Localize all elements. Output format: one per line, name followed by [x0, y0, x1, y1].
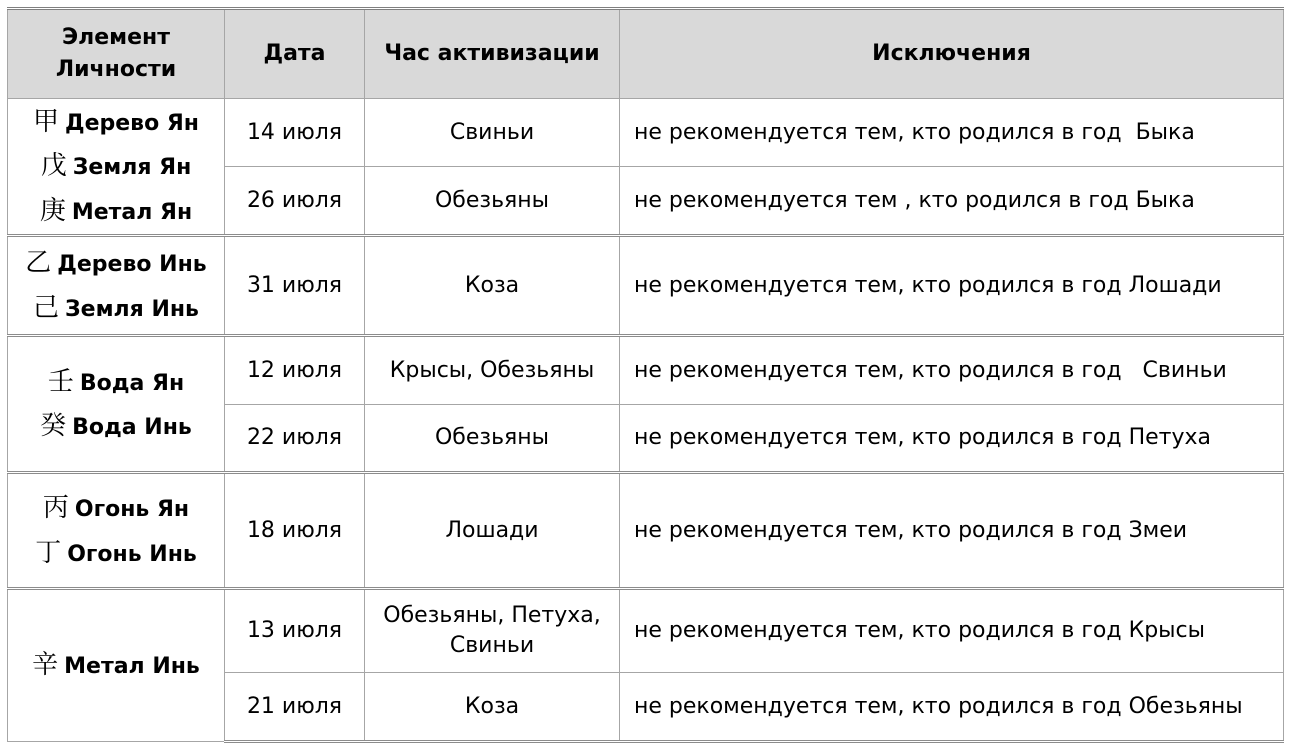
element-name: Вода Ян	[79, 370, 185, 396]
hour-cell: Коза	[365, 673, 620, 742]
hanzi-glyph: 庚	[39, 195, 66, 226]
element-cell	[8, 236, 225, 336]
hanzi-glyph: 乙	[25, 248, 52, 279]
element-line	[8, 404, 224, 448]
element-line	[8, 189, 224, 233]
element-name: Метал Ян	[71, 199, 193, 225]
element-line	[8, 286, 224, 330]
table-row	[8, 589, 1284, 673]
date-cell: 18 июля	[225, 473, 365, 589]
element-name: Огонь Инь	[67, 541, 197, 567]
element-name: Огонь Ян	[74, 497, 190, 523]
element-line	[8, 100, 224, 144]
element-cell	[8, 589, 225, 742]
element-name: Земля Инь	[65, 296, 199, 322]
hanzi-glyph: 甲	[32, 107, 59, 138]
table-header-row	[8, 9, 1284, 99]
element-line	[8, 144, 224, 188]
element-name: Дерево Ян	[64, 111, 200, 137]
element-line	[8, 360, 224, 404]
date-cell: 21 июля	[225, 673, 365, 742]
hanzi-glyph: 丁	[35, 537, 62, 568]
exception-cell: не рекомендуется тем, кто родился в год Крысы	[620, 589, 1284, 673]
element-name: Земля Ян	[72, 155, 192, 181]
table-row	[8, 336, 1284, 405]
hanzi-glyph: 丙	[42, 493, 69, 524]
element-line	[8, 241, 224, 285]
header-exceptions: Исключения	[620, 9, 1284, 99]
hour-cell: Лошади	[365, 473, 620, 589]
exception-cell: не рекомендуется тем, кто родился в год Лошади	[620, 236, 1284, 336]
date-cell: 13 июля	[225, 589, 365, 673]
exception-cell: не рекомендуется тем, кто родился в год Свиньи	[620, 336, 1284, 405]
element-line	[8, 486, 224, 530]
header-date: Дата	[225, 9, 365, 99]
date-cell: 31 июля	[225, 236, 365, 336]
date-cell: 22 июля	[225, 405, 365, 473]
element-line	[8, 531, 224, 575]
hour-cell: Обезьяны	[365, 405, 620, 473]
exception-cell: не рекомендуется тем, кто родился в год Быка	[620, 99, 1284, 167]
table-row	[8, 99, 1284, 167]
date-cell: 12 июля	[225, 336, 365, 405]
element-cell	[8, 473, 225, 589]
header-hour: Час активизации	[365, 9, 620, 99]
hour-cell: Коза	[365, 236, 620, 336]
hanzi-glyph: 辛	[32, 650, 59, 681]
element-name: Дерево Инь	[57, 252, 207, 278]
hanzi-glyph: 戊	[40, 151, 67, 182]
date-cell: 14 июля	[225, 99, 365, 167]
hour-cell: Крысы, Обезьяны	[365, 336, 620, 405]
hanzi-glyph: 己	[33, 292, 60, 323]
exception-cell: не рекомендуется тем, кто родился в год Змеи	[620, 473, 1284, 589]
hanzi-glyph: 壬	[47, 366, 74, 397]
hour-cell: Свиньи	[365, 99, 620, 167]
exception-cell: не рекомендуется тем, кто родился в год Петуха	[620, 405, 1284, 473]
hour-cell: Обезьяны, Петуха, Свиньи	[365, 589, 620, 673]
table-row	[8, 473, 1284, 589]
hour-cell: Обезьяны	[365, 167, 620, 236]
activation-table	[7, 7, 1284, 743]
element-name: Вода Инь	[72, 415, 192, 440]
table-row	[8, 236, 1284, 336]
date-cell: 26 июля	[225, 167, 365, 236]
hanzi-glyph: 癸	[40, 411, 67, 441]
activation-table-wrapper	[7, 7, 1283, 743]
exception-cell: не рекомендуется тем , кто родился в год Быка	[620, 167, 1284, 236]
element-name: Метал Инь	[64, 654, 200, 680]
element-cell	[8, 336, 225, 473]
element-line	[8, 643, 224, 687]
header-element: Элемент Личности	[8, 9, 225, 99]
element-cell	[8, 99, 225, 236]
exception-cell: не рекомендуется тем, кто родился в год Обезьяны	[620, 673, 1284, 742]
